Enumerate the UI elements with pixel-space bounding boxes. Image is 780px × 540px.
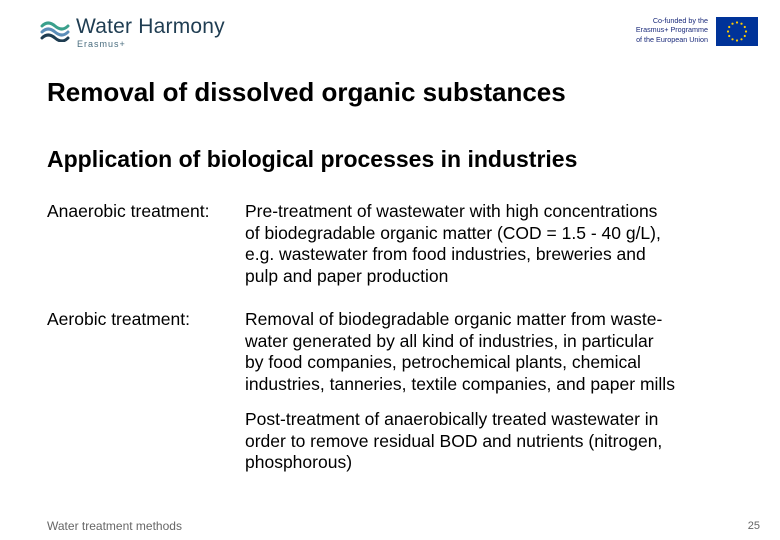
water-harmony-logo — [40, 14, 240, 48]
aerobic-post-treatment — [245, 409, 755, 474]
eu-star — [731, 38, 733, 40]
eu-cofunded-logo — [618, 16, 758, 48]
eu-cofunded-text — [598, 16, 708, 44]
footer-course-title: Water treatment methods — [47, 519, 182, 533]
text-line: phosphorous) — [245, 452, 353, 472]
eu-star — [740, 23, 742, 25]
eu-star — [744, 35, 746, 37]
eu-star — [736, 39, 738, 41]
text-line: order to remove residual BOD and nutrients (nitrogen, — [245, 430, 663, 451]
page-number: 25 — [747, 520, 760, 532]
text-line: Removal of biodegradable organic matter from waste- — [245, 309, 663, 329]
text-line: Post-treatment of anaerobically treated wastewater in — [245, 409, 659, 429]
text-line: pulp and paper production — [245, 265, 449, 286]
text-line: of biodegradable organic matter (COD = 1.5 - 40 g/L), — [245, 222, 661, 243]
text-line: by food companies, petrochemical plants, chemical — [245, 352, 641, 372]
text-line: industries, tanneries, textile companies, and paper mills — [245, 373, 675, 394]
aerobic-label: Aerobic treatment: — [47, 309, 190, 329]
eu-flag-icon — [716, 17, 758, 46]
anaerobic-label: Anaerobic treatment: — [47, 201, 210, 221]
eu-star — [731, 23, 733, 25]
eu-star — [728, 35, 730, 37]
text-line: Pre-treatment of wastewater with high concentrations — [245, 201, 658, 221]
page-title: Removal of dissolved organic substances — [47, 77, 566, 107]
eu-star — [727, 30, 729, 32]
eu-text-line: Co-funded by the — [652, 16, 708, 25]
eu-star — [740, 38, 742, 40]
aerobic-description — [245, 309, 755, 395]
logo-subtitle: Erasmus+ — [77, 39, 126, 49]
eu-star — [736, 21, 738, 23]
water-waves-icon — [40, 18, 70, 42]
eu-star — [744, 26, 746, 28]
logo-name: Water Harmony — [76, 15, 225, 38]
anaerobic-description — [245, 201, 755, 287]
page-subtitle: Application of biological processes in industries — [47, 146, 578, 172]
eu-text-line: Erasmus+ Programme — [635, 25, 708, 35]
eu-text-line: of the European Union — [636, 34, 708, 44]
text-line: water generated by all kind of industries, in particular — [245, 330, 654, 351]
eu-star — [745, 30, 747, 32]
eu-star — [728, 26, 730, 28]
text-line: e.g. wastewater from food industries, breweries and — [245, 244, 646, 264]
